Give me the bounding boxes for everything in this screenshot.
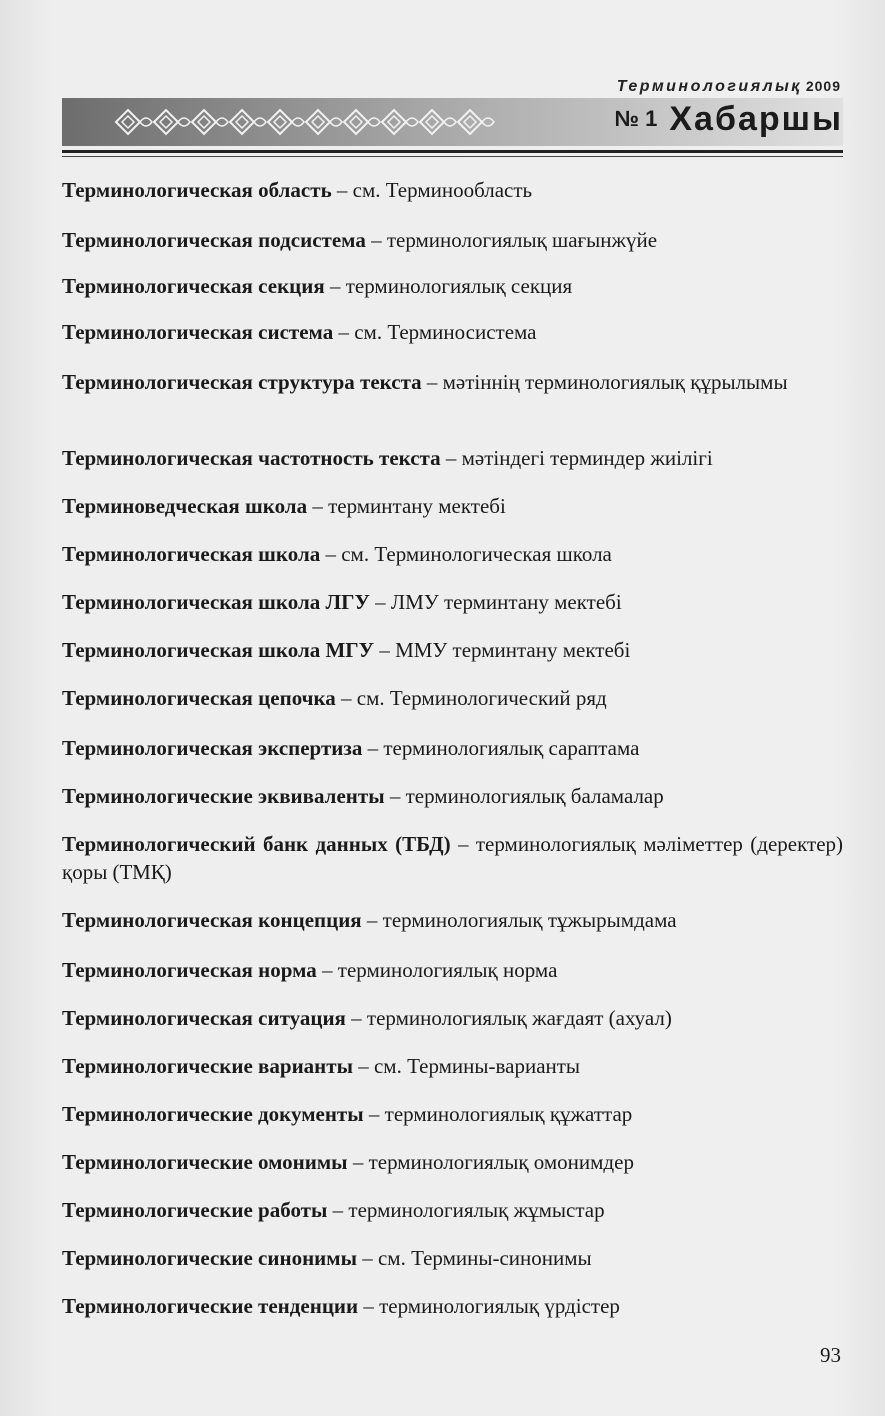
glossary-entry [62, 956, 843, 984]
entry-definition: см. Термины-синонимы [377, 1246, 592, 1270]
issue-word: Хабаршы [669, 100, 843, 138]
entry-definition: мәтіннің терминологиялық құрылымы [442, 370, 788, 394]
entry-separator: – [362, 736, 384, 760]
glossary-entry [62, 588, 843, 616]
glossary-entry [62, 176, 843, 204]
glossary-entry [62, 1004, 843, 1032]
entry-separator: – [345, 1006, 367, 1030]
glossary-entry [62, 1244, 843, 1272]
header-rule [62, 150, 843, 153]
glossary-entry [62, 444, 843, 472]
entry-definition: ЛМУ терминтану мектебі [390, 590, 622, 614]
entry-definition: терминологиялық секция [345, 274, 573, 298]
entry-definition: см. Терминологический ряд [356, 686, 607, 710]
entry-definition: терминологиялық омонимдер [368, 1150, 634, 1174]
glossary-entry [62, 318, 843, 346]
entry-term: Терминологическая подсистема [62, 228, 366, 252]
entry-definition: терминтану мектебі [328, 494, 506, 518]
entry-separator: – [333, 320, 355, 344]
entry-separator: – [369, 590, 391, 614]
entry-term: Терминологические синонимы [62, 1246, 357, 1270]
page-number: 93 [820, 1343, 841, 1367]
entry-term: Терминологическая система [62, 320, 334, 344]
entry-definition: терминологиялық сараптама [383, 736, 640, 760]
header-banner [62, 98, 843, 146]
entry-term: Терминологическая школа МГУ [62, 638, 375, 662]
entry-definition: терминологиялық тұжырымдама [382, 908, 677, 932]
entry-separator: – [324, 274, 346, 298]
entry-separator: – [335, 686, 357, 710]
entry-term: Терминологическая секция [62, 274, 325, 298]
entry-definition: терминологиялық шағынжүйе [386, 228, 658, 252]
entry-definition: терминологиялық жұмыстар [348, 1198, 605, 1222]
entry-term: Терминологическая концепция [62, 908, 362, 932]
running-title [617, 78, 841, 96]
entry-separator: – [421, 370, 443, 394]
entry-term: Терминологические работы [62, 1198, 328, 1222]
entry-term: Терминологические тенденции [62, 1294, 359, 1318]
entry-term: Терминологическая экспертиза [62, 736, 363, 760]
entry-term: Терминологические омонимы [62, 1150, 348, 1174]
glossary-entry [62, 684, 843, 712]
entry-term: Терминологическая структура текста [62, 370, 422, 394]
glossary-entry [62, 1292, 843, 1320]
entry-separator: – [384, 784, 406, 808]
entry-term: Терминологическая цепочка [62, 686, 336, 710]
entry-definition: см. Терминообласть [352, 178, 533, 202]
entry-term: Терминологическая школа ЛГУ [62, 590, 370, 614]
entry-term: Терминологический банк данных (ТБД) [62, 832, 451, 856]
entry-definition: ММУ терминтану мектебі [395, 638, 631, 662]
entry-separator: – [316, 958, 338, 982]
entry-separator: – [365, 228, 387, 252]
entry-term: Терминологическая ситуация [62, 1006, 346, 1030]
entry-separator: – [361, 908, 383, 932]
entry-separator: – [320, 542, 342, 566]
entry-definition: терминологиялық жағдаят (ахуал) [366, 1006, 672, 1030]
glossary-entry [62, 492, 843, 520]
entry-definition: терминологиялық баламалар [405, 784, 664, 808]
journal-title: Терминологиялық [616, 78, 802, 95]
entry-separator: – [358, 1294, 380, 1318]
glossary-entry [62, 368, 843, 396]
entry-definition: см. Терминологическая школа [341, 542, 612, 566]
entry-definition: мәтіндегі терминдер жиілігі [461, 446, 713, 470]
glossary-entry [62, 1148, 843, 1176]
journal-year: 2009 [805, 78, 841, 94]
glossary-entry [62, 782, 843, 810]
entry-term: Терминологические документы [62, 1102, 364, 1126]
header-rule-thin [62, 156, 843, 157]
entry-separator: – [331, 178, 353, 202]
entry-term: Терминологические эквиваленты [62, 784, 385, 808]
entry-separator: – [327, 1198, 349, 1222]
entry-definition: терминологиялық норма [337, 958, 558, 982]
glossary-entry [62, 734, 843, 762]
entry-term: Терминологическая область [62, 178, 332, 202]
issue-label [614, 100, 843, 139]
entry-separator: – [356, 1246, 378, 1270]
glossary-entry [62, 1196, 843, 1224]
entry-term: Терминологические варианты [62, 1054, 353, 1078]
glossary-entry [62, 1100, 843, 1128]
entry-separator: – [450, 832, 476, 856]
entry-term: Терминологическая норма [62, 958, 317, 982]
entry-separator: – [374, 638, 396, 662]
entry-separator: – [363, 1102, 385, 1126]
entry-separator: – [352, 1054, 374, 1078]
issue-number: № 1 [614, 106, 658, 131]
glossary-entry [62, 540, 843, 568]
glossary-entry [62, 636, 843, 664]
entry-definition: терминологиялық құжаттар [384, 1102, 633, 1126]
entry-term: Терминологическая частотность текста [62, 446, 441, 470]
entry-definition: см. Термины-варианты [373, 1054, 581, 1078]
entry-definition: терминологиялық мәліметтер (деректер) қоры (ТМҚ) [62, 832, 844, 884]
entry-separator: – [307, 494, 329, 518]
entry-definition: см. Терминосистема [354, 320, 537, 344]
ornament-pattern-icon [114, 106, 514, 138]
entry-term: Терминологическая школа [62, 542, 321, 566]
entry-term: Терминоведческая школа [62, 494, 308, 518]
glossary-entry [62, 1052, 843, 1080]
glossary-entry [62, 272, 843, 300]
entry-separator: – [440, 446, 462, 470]
entry-definition: терминологиялық үрдістер [379, 1294, 620, 1318]
glossary-entry [62, 906, 843, 934]
glossary-entry [62, 226, 843, 254]
glossary-entry [62, 830, 843, 886]
entry-separator: – [347, 1150, 369, 1174]
